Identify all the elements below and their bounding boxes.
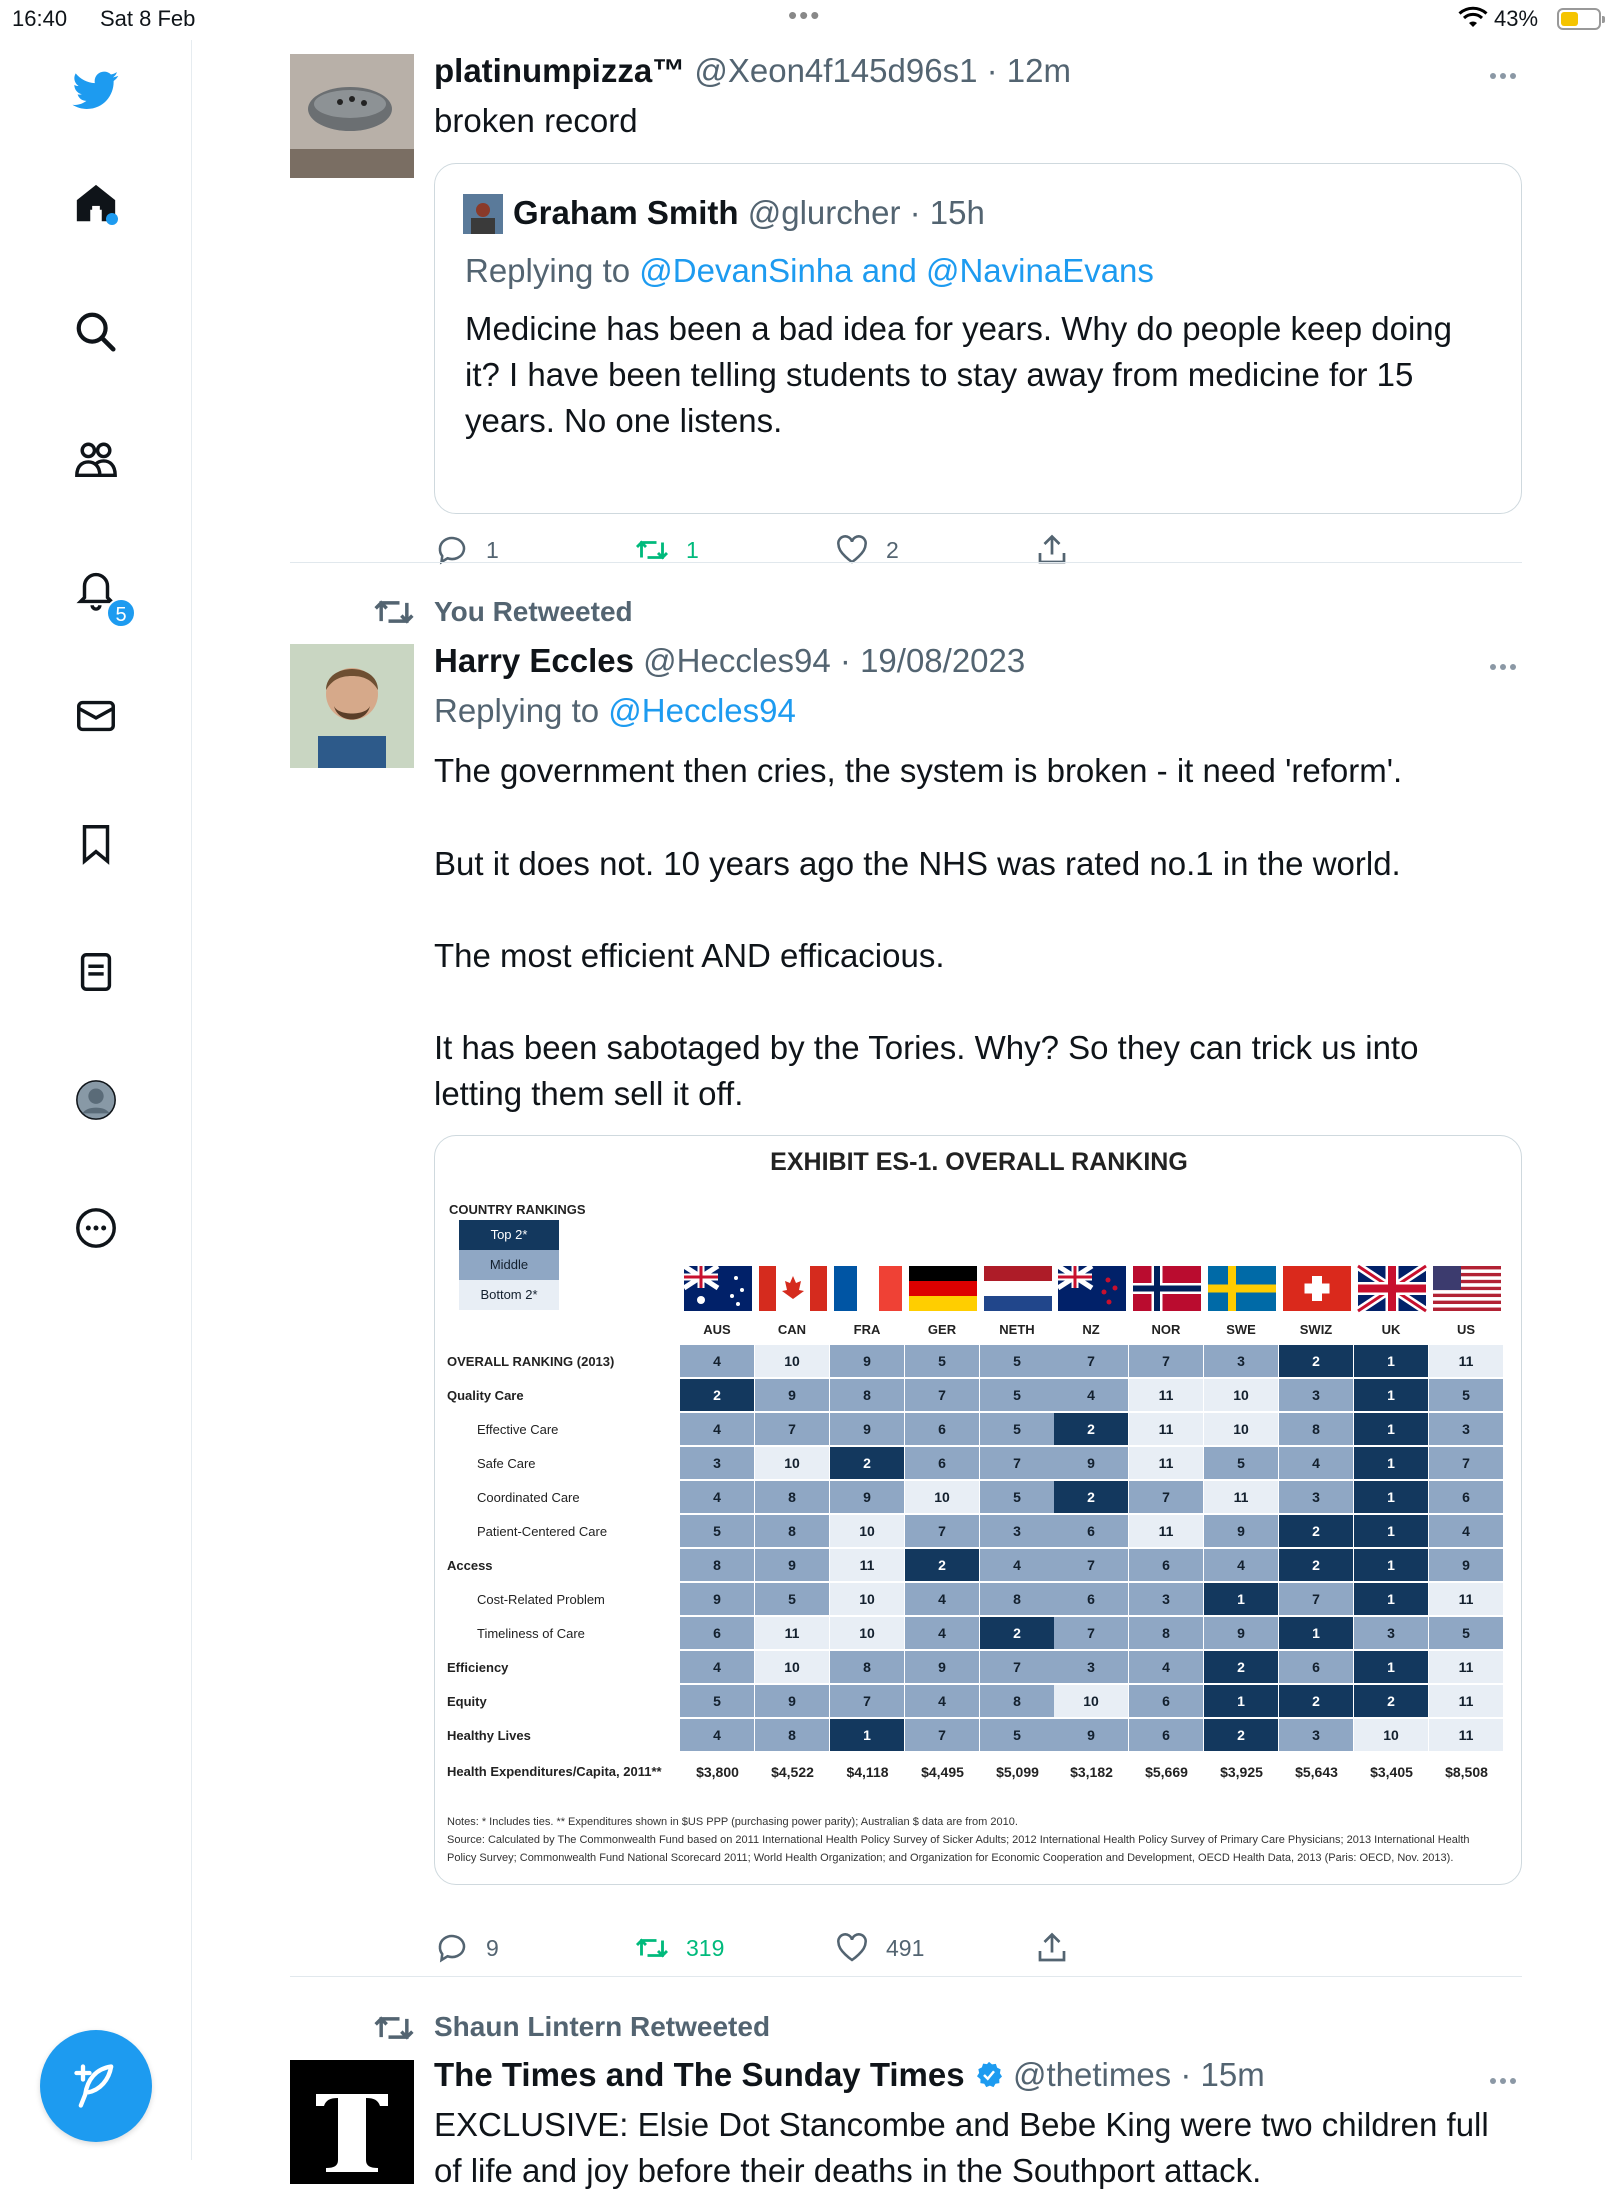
timeline-feed[interactable] (192, 40, 1620, 2189)
flag-us-icon (1433, 1266, 1501, 1311)
tweet-body (434, 2102, 1489, 2194)
tweet-paragraph: letting them sell it off. (434, 1075, 744, 1112)
rank-cell: 9 (830, 1345, 905, 1378)
rank-cell: 6 (1429, 1481, 1504, 1514)
rank-cell: 9 (1204, 1617, 1279, 1650)
rank-cell: 9 (755, 1685, 830, 1718)
share-button[interactable] (1034, 1930, 1070, 1966)
row-label: Coordinated Care (477, 1490, 580, 1505)
rank-cell: 4 (680, 1651, 755, 1684)
quoted-tweet-time: · 15h (909, 194, 985, 231)
rank-cell: 2 (1204, 1651, 1279, 1684)
tweet-paragraph: The most efficient AND efficacious. (434, 937, 945, 974)
rank-cell: 5 (1429, 1617, 1504, 1650)
replying-to-prefix: Replying to (434, 692, 600, 729)
rank-cell: 8 (755, 1719, 830, 1752)
row-label: Timeliness of Care (477, 1626, 585, 1641)
rank-cell: 4 (980, 1549, 1055, 1582)
rank-cell: 7 (830, 1685, 905, 1718)
rank-cell: 6 (1129, 1685, 1204, 1718)
tweet-time[interactable]: · 12m (986, 52, 1071, 89)
flag-swiz-icon (1283, 1266, 1351, 1311)
rank-cell: 4 (1429, 1515, 1504, 1548)
rank-cell: 6 (1054, 1583, 1129, 1616)
rank-cell: 2 (905, 1549, 980, 1582)
rank-cell: 7 (1279, 1583, 1354, 1616)
rank-cell: 7 (1129, 1345, 1204, 1378)
rank-cell: 2 (980, 1617, 1055, 1650)
rank-cell: 5 (980, 1481, 1055, 1514)
rank-cell: 5 (980, 1379, 1055, 1412)
quoted-tweet-body (465, 306, 1452, 444)
sidebar (0, 40, 192, 2160)
home-icon[interactable] (66, 174, 126, 234)
row-label: Cost-Related Problem (477, 1592, 605, 1607)
bookmarks-icon[interactable] (66, 814, 126, 874)
rank-cell: 11 (1204, 1481, 1279, 1514)
rank-cell: 9 (1054, 1447, 1129, 1480)
tweet-time[interactable]: · 15m (1180, 2056, 1265, 2093)
rank-cell: 6 (905, 1447, 980, 1480)
rank-cell: 10 (1204, 1413, 1279, 1446)
flag-neth-icon (984, 1266, 1052, 1311)
rank-cell: 10 (830, 1515, 905, 1548)
rank-cell: 2 (1204, 1719, 1279, 1752)
rank-cell: 1 (1204, 1685, 1279, 1718)
retweet-context-icon (372, 2006, 416, 2050)
rank-cell: 7 (1054, 1549, 1129, 1582)
tweet-paragraph: But it does not. 10 years ago the NHS was rated no.1 in the world. (434, 845, 1401, 882)
quoted-author-name: Graham Smith (513, 194, 739, 231)
rank-cell: 6 (1129, 1719, 1204, 1752)
replying-to-prefix: Replying to (465, 252, 631, 289)
quoted-replying-to (465, 248, 1154, 294)
avatar-the-times[interactable] (290, 2060, 414, 2184)
tweet-time[interactable]: · 19/08/2023 (839, 642, 1026, 679)
author-name[interactable]: platinumpizza™ (434, 52, 686, 89)
expenditure-cell: $3,800 (696, 1764, 739, 1780)
flag-fra-icon (834, 1266, 902, 1311)
replying-to-link[interactable]: @Heccles94 (608, 692, 796, 729)
rank-cell: 11 (1429, 1719, 1504, 1752)
key-bottom: Bottom 2* (459, 1280, 559, 1310)
reply-button[interactable] (434, 1930, 499, 1966)
key-middle: Middle (459, 1250, 559, 1280)
column-header: CAN (777, 1322, 807, 1337)
rank-cell: 6 (905, 1413, 980, 1446)
expenditure-cell: $8,508 (1445, 1764, 1488, 1780)
rank-cell: 5 (1204, 1447, 1279, 1480)
verified-badge-icon (974, 2060, 1004, 2090)
key-title: COUNTRY RANKINGS (449, 1202, 586, 1217)
home-unread-dot (106, 213, 118, 225)
rank-cell: 3 (680, 1447, 755, 1480)
rank-cell: 5 (980, 1719, 1055, 1752)
expenditure-cell: $3,182 (1070, 1764, 1113, 1780)
rank-cell: 2 (1279, 1515, 1354, 1548)
status-bar (0, 0, 1620, 40)
author-handle[interactable]: @thetimes (1012, 2056, 1172, 2093)
retweet-count: 319 (686, 1934, 725, 1961)
communities-icon[interactable] (66, 430, 126, 490)
chart-title: EXHIBIT ES-1. OVERALL RANKING (770, 1148, 1188, 1176)
row-label: Access (447, 1558, 493, 1573)
rank-cell: 9 (830, 1413, 905, 1446)
rank-cell: 1 (1279, 1617, 1354, 1650)
rank-cell: 7 (980, 1447, 1055, 1480)
flag-aus-icon (684, 1266, 752, 1311)
tweet-header (434, 2052, 1265, 2098)
rank-cell: 1 (1354, 1413, 1429, 1446)
rank-cell: 6 (1279, 1651, 1354, 1684)
expenditure-cell: $3,925 (1220, 1764, 1263, 1780)
key-top: Top 2* (459, 1220, 559, 1250)
search-icon[interactable] (66, 302, 126, 362)
rank-cell: 10 (1354, 1719, 1429, 1752)
rank-cell: 3 (980, 1515, 1055, 1548)
status-time: 16:40 (12, 6, 68, 31)
quoted-text-line: it? I have been telling students to stay away from medicine for 15 (465, 356, 1414, 393)
rank-cell: 10 (755, 1345, 830, 1378)
rank-cell: 11 (1129, 1515, 1204, 1548)
column-header: SWIZ (1299, 1322, 1333, 1337)
rank-cell: 2 (1279, 1549, 1354, 1582)
rank-cell: 1 (1354, 1583, 1429, 1616)
column-header: US (1456, 1322, 1476, 1337)
reply-count: 9 (486, 1934, 499, 1961)
rank-cell: 4 (905, 1583, 980, 1616)
rank-cell: 5 (755, 1583, 830, 1616)
column-header: GER (927, 1322, 957, 1337)
rank-cell: 10 (830, 1583, 905, 1616)
retweet-button[interactable] (634, 1930, 724, 1966)
rank-cell: 8 (755, 1481, 830, 1514)
rank-cell: 5 (980, 1413, 1055, 1446)
rank-cell: 7 (1054, 1617, 1129, 1650)
tweet-image-ranking-table[interactable] (434, 1135, 1522, 1885)
flag-ger-icon (909, 1266, 977, 1311)
flag-nor-icon (1133, 1266, 1201, 1311)
rank-cell: 3 (1354, 1617, 1429, 1650)
rank-cell: 10 (755, 1447, 830, 1480)
row-label: Quality Care (447, 1388, 524, 1403)
flag-uk-icon (1358, 1266, 1426, 1311)
column-header: NZ (1082, 1322, 1100, 1337)
row-label: Healthy Lives (447, 1728, 531, 1743)
rank-cell: 5 (680, 1685, 755, 1718)
rank-cell: 7 (755, 1413, 830, 1446)
share-icon (1034, 1930, 1070, 1966)
rank-cell: 8 (830, 1379, 905, 1412)
rank-cell: 9 (1204, 1515, 1279, 1548)
retweet-context-icon (372, 590, 416, 634)
reply-count: 1 (486, 536, 499, 563)
rank-cell: 9 (830, 1481, 905, 1514)
tweet-paragraph: It has been sabotaged by the Tories. Why? So they can trick us into (434, 1029, 1419, 1066)
rank-cell: 8 (830, 1651, 905, 1684)
row-label: Effective Care (477, 1422, 559, 1437)
rank-cell: 8 (755, 1515, 830, 1548)
rank-cell: 1 (1354, 1481, 1429, 1514)
author-handle[interactable]: @Xeon4f145d96s1 (694, 52, 978, 89)
column-header: AUS (703, 1322, 731, 1337)
row-label: Safe Care (477, 1456, 536, 1471)
column-header: NETH (999, 1322, 1035, 1337)
like-count: 491 (886, 1934, 925, 1961)
heart-icon (834, 1930, 870, 1966)
rank-cell: 10 (1054, 1685, 1129, 1718)
flag-nz-icon (1058, 1266, 1126, 1311)
rank-cell: 5 (980, 1345, 1055, 1378)
rank-cell: 2 (1279, 1685, 1354, 1718)
tweet-more-icon[interactable] (1490, 66, 1524, 78)
rank-cell: 3 (1429, 1413, 1504, 1446)
rank-cell: 7 (905, 1719, 980, 1752)
tweet-text-line: EXCLUSIVE: Elsie Dot Stancombe and Bebe King were two children full (434, 2106, 1489, 2143)
retweet-count: 1 (686, 536, 699, 563)
author-name[interactable]: Harry Eccles (434, 642, 634, 679)
tweet-more-icon[interactable] (1490, 657, 1524, 669)
rank-cell: 4 (1279, 1447, 1354, 1480)
multitasking-dots-icon[interactable]: ••• (788, 0, 822, 30)
tweet-actions (434, 532, 1522, 572)
rank-cell: 1 (1354, 1379, 1429, 1412)
expenditure-cell: $5,669 (1145, 1764, 1188, 1780)
rank-cell: 4 (1129, 1651, 1204, 1684)
rank-cell: 8 (980, 1583, 1055, 1616)
rank-cell: 5 (680, 1515, 755, 1548)
quoted-text-line: Medicine has been a bad idea for years. Why do people keep doing (465, 310, 1452, 347)
rank-cell: 3 (1279, 1719, 1354, 1752)
tweet-text-line: of life and joy before their deaths in the Southport attack. (434, 2152, 1262, 2189)
rank-cell: 6 (1054, 1515, 1129, 1548)
tweet-more-icon[interactable] (1490, 2071, 1524, 2083)
chart-source-cont: Policy Survey; Commonwealth Fund National Scorecard 2011; World Health Organization; and Organization for Economic Cooperation and Development, OECD Health Data, 2013 (Paris: OECD, Nov. 2013). (447, 1852, 1454, 1864)
expenditure-cell: $4,495 (921, 1764, 964, 1780)
rank-cell: 8 (1129, 1617, 1204, 1650)
rank-cell: 9 (755, 1549, 830, 1582)
rank-cell: 10 (905, 1481, 980, 1514)
rank-cell: 1 (1354, 1345, 1429, 1378)
rank-cell: 7 (1129, 1481, 1204, 1514)
rank-cell: 1 (1354, 1447, 1429, 1480)
rank-cell: 4 (680, 1345, 755, 1378)
rank-cell: 1 (1354, 1515, 1429, 1548)
like-count: 2 (886, 536, 899, 563)
rank-cell: 11 (1429, 1651, 1504, 1684)
replying-to (434, 688, 796, 734)
rank-cell: 8 (1279, 1413, 1354, 1446)
rank-cell: 4 (680, 1481, 755, 1514)
expenditure-cell: $5,643 (1295, 1764, 1338, 1780)
more-options-icon[interactable] (66, 1198, 126, 1258)
flag-swe-icon (1208, 1266, 1276, 1311)
rank-cell: 11 (1429, 1583, 1504, 1616)
status-date: Sat 8 Feb (100, 6, 196, 31)
rank-cell: 3 (1129, 1583, 1204, 1616)
quoted-tweet-card[interactable] (434, 163, 1522, 514)
battery-percent: 43% (1494, 6, 1539, 31)
rank-cell: 1 (1204, 1583, 1279, 1616)
rank-cell: 11 (755, 1617, 830, 1650)
rank-cell: 2 (1354, 1685, 1429, 1718)
rank-cell: 9 (1054, 1719, 1129, 1752)
avatar-graham-smith (463, 194, 503, 234)
rank-cell: 2 (680, 1379, 755, 1412)
rank-cell: 3 (1054, 1651, 1129, 1684)
tweet-header (434, 638, 1025, 684)
tweet-paragraph: The government then cries, the system is broken - it need 'reform'. (434, 752, 1403, 789)
rank-cell: 10 (1204, 1379, 1279, 1412)
rank-cell: 7 (980, 1651, 1055, 1684)
column-header: NOR (1151, 1322, 1181, 1337)
rank-cell: 9 (1429, 1549, 1504, 1582)
rank-cell: 8 (980, 1685, 1055, 1718)
rank-cell: 9 (905, 1651, 980, 1684)
rank-cell: 5 (1429, 1379, 1504, 1412)
rank-cell: 4 (1054, 1379, 1129, 1412)
rank-cell: 6 (680, 1617, 755, 1650)
rank-cell: 11 (1429, 1685, 1504, 1718)
rank-cell: 7 (1054, 1345, 1129, 1378)
rank-cell: 3 (1204, 1345, 1279, 1378)
author-handle[interactable]: @Heccles94 (643, 642, 831, 679)
rank-cell: 11 (1129, 1447, 1204, 1480)
tweet-header (434, 48, 1071, 94)
rank-cell: 4 (680, 1719, 755, 1752)
rank-cell: 10 (830, 1617, 905, 1650)
notifications-badge: 5 (106, 598, 136, 628)
quoted-author-handle: @glurcher (747, 194, 901, 231)
rank-cell: 1 (1354, 1651, 1429, 1684)
rank-cell: 4 (905, 1617, 980, 1650)
expenditure-label: Health Expenditures/Capita, 2011** (447, 1764, 662, 1779)
rank-cell: 3 (1279, 1481, 1354, 1514)
rank-cell: 6 (1129, 1549, 1204, 1582)
twitter-logo-icon[interactable] (66, 60, 126, 120)
rank-cell: 7 (905, 1515, 980, 1548)
rank-cell: 1 (830, 1719, 905, 1752)
battery-icon (1557, 8, 1601, 30)
avatar-platinumpizza[interactable] (290, 54, 414, 178)
rank-cell: 11 (830, 1549, 905, 1582)
replying-to-link[interactable]: @DevanSinha and @NavinaEvans (639, 252, 1154, 289)
retweet-context[interactable]: You Retweeted (434, 596, 633, 627)
tweet-divider (290, 562, 1522, 563)
messages-icon[interactable] (66, 686, 126, 746)
row-label: OVERALL RANKING (2013) (447, 1354, 615, 1369)
rank-cell: 2 (1054, 1413, 1129, 1446)
row-label: Efficiency (447, 1660, 509, 1675)
tweet-divider (290, 1976, 1522, 1977)
wifi-icon (1458, 6, 1488, 30)
column-header: UK (1381, 1322, 1401, 1337)
quoted-tweet-header (513, 190, 985, 236)
column-header: FRA (853, 1322, 881, 1337)
flag-can-icon (759, 1266, 827, 1311)
profile-avatar-icon[interactable] (66, 1070, 126, 1130)
rank-cell: 10 (755, 1651, 830, 1684)
retweet-context[interactable]: Shaun Lintern Retweeted (434, 2011, 771, 2042)
rank-cell: 11 (1129, 1379, 1204, 1412)
reply-icon (434, 1930, 470, 1966)
expenditure-cell: $3,405 (1370, 1764, 1413, 1780)
column-header: SWE (1226, 1322, 1256, 1337)
rank-cell: 2 (830, 1447, 905, 1480)
tweet-body: broken record (434, 102, 638, 139)
chart-notes: Notes: * Includes ties. ** Expenditures shown in $US PPP (purchasing power parity); Australian $ data are from 2010. (447, 1816, 1018, 1828)
quoted-text-line: years. No one listens. (465, 402, 783, 439)
compose-tweet-button[interactable] (40, 2030, 152, 2142)
rank-cell: 5 (905, 1345, 980, 1378)
row-label: Equity (447, 1694, 487, 1709)
rank-cell: 8 (680, 1549, 755, 1582)
expenditure-cell: $4,522 (771, 1764, 814, 1780)
rank-cell: 11 (1429, 1345, 1504, 1378)
rank-cell: 2 (1054, 1481, 1129, 1514)
row-label: Patient-Centered Care (477, 1524, 608, 1539)
rank-cell: 7 (1429, 1447, 1504, 1480)
retweet-icon (634, 1930, 670, 1966)
chart-source: Source: Calculated by The Commonwealth Fund based on 2011 International Health Policy Survey of Sicker Adults; 2012 International Health Policy Survey of Primary Care Physicians; 2013 International Health (447, 1834, 1470, 1846)
rank-cell: 11 (1129, 1413, 1204, 1446)
tweet-actions (434, 1930, 1522, 1970)
rank-cell: 7 (905, 1379, 980, 1412)
rank-cell: 9 (755, 1379, 830, 1412)
like-button[interactable] (834, 1930, 924, 1966)
rank-cell: 9 (680, 1583, 755, 1616)
compose-feather-icon (70, 2060, 122, 2112)
author-name[interactable]: The Times and The Sunday Times (434, 2056, 965, 2093)
rank-cell: 2 (1279, 1345, 1354, 1378)
rank-cell: 1 (1354, 1549, 1429, 1582)
expenditure-cell: $5,099 (996, 1764, 1039, 1780)
avatar-harry-eccles[interactable] (290, 644, 414, 768)
rank-cell: 4 (905, 1685, 980, 1718)
lists-icon[interactable] (66, 942, 126, 1002)
rank-cell: 4 (680, 1413, 755, 1446)
rank-cell: 3 (1279, 1379, 1354, 1412)
expenditure-cell: $4,118 (846, 1764, 889, 1780)
rank-cell: 4 (1204, 1549, 1279, 1582)
